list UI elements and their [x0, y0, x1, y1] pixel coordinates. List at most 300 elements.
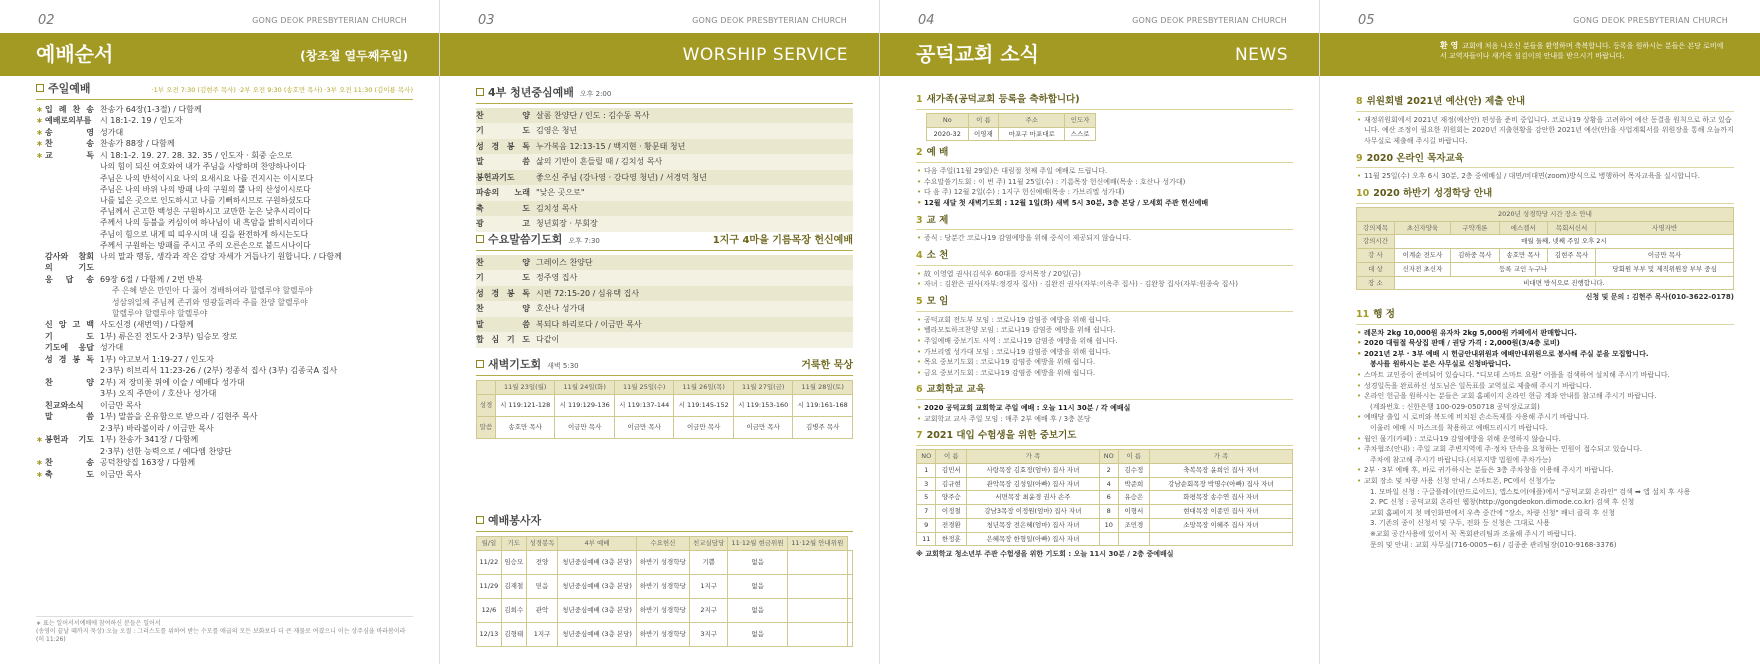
section-header: 예배봉사자: [476, 514, 853, 532]
row-label: [476, 123, 536, 139]
order-row: [36, 331, 413, 343]
row-value: 누가복음 12:13-15 / 백지현 · 황문태 청년: [536, 141, 686, 151]
news-item: 봉사를 원하시는 분은 사무실로 신청바랍니다.: [1370, 360, 1511, 369]
dawn-prayer: [476, 358, 853, 439]
reading-line n: 주님은 나의 바위 나의 방패 나의 구원의 뿔 나의 산성이시로다: [100, 184, 311, 194]
row-value: 2·3부) 히브리서 11:23-26 / (2부) 정종석 집사 (3부) 김종국A 집사: [100, 366, 338, 376]
table-row: [917, 477, 1293, 491]
order-row: [36, 400, 413, 412]
news-item: • 수요말씀기도회 : 이 번 주) 11월 25일(수) : 기름목장 헌신예배(목송 : 호산나 성가대): [916, 177, 1293, 188]
row-value: 삶의 기반이 흔들릴 때 / 김치성 목사: [536, 157, 663, 167]
page-title: 공덕교회 소식: [916, 42, 1039, 66]
news-item: ※교회 공간사용에 있어서 꼭 목회관리팀과 조율해 주시기 바랍니다.: [1370, 529, 1577, 538]
news-heading: 10 2020 하반기 성경학당 안내: [1356, 188, 1734, 204]
order-row: [476, 332, 853, 348]
label-text: 말 씀: [476, 157, 530, 167]
response-line: 할렐루야 할렐루야 할렐루야: [112, 308, 208, 318]
order-row: [36, 388, 413, 400]
required-mark: ∗: [36, 139, 43, 149]
news-item: 2. PC 신청 : 공덕교회 온라인 웹창(http://gongdeokon.dimode.co.kr) 검색 후 신청: [1370, 498, 1635, 507]
news-item: • 성경일독을 완료하신 성도님은 일독표를 교역실로 제출해 주시기 바랍니다.: [1356, 381, 1734, 392]
table-cell: 전경환: [936, 518, 967, 532]
label-text: 기 도: [45, 331, 94, 341]
news-item: 주차에 참고해 주시기 바랍니다.(서부지방 법원에 주차가능): [1370, 455, 1552, 464]
required-mark: [36, 400, 45, 412]
required-mark: ∗: [36, 127, 43, 137]
page-02: [0, 0, 440, 664]
news-item: • 재정위원회에서 2021년 재정(예산안) 편성을 준비 중입니다. 코로나19 상황을 고려하여 예산 동결을 원칙으로 하고 있습니다. 예산 조정이 필요한 위원회는 2020년 지출현황을 감안한 2021년 예산(안)을 사업계획서를 위원장을 통해 오늘까지 사무실로 제출해 주시길 바랍니다.: [1356, 115, 1734, 147]
row-label: [36, 342, 100, 354]
order-row: [36, 319, 413, 331]
row-value: 나의 말과 행동, 생각과 작은 감당 자세가 거듭나기 원합니다. / 다함께: [100, 251, 342, 261]
table-cell: 한정훈: [936, 532, 967, 546]
reading-line b: 나를 넓은 곳으로 인도하시고 나를 기뻐하시므로 구원하셨도다: [100, 195, 311, 205]
row-label: [36, 377, 100, 389]
order-row: [36, 354, 413, 366]
column-header: 이 름: [1118, 450, 1149, 464]
response-line: 성삼위일체 주님께 존귀와 영광돌려라 주를 찬양 할렐루야: [112, 297, 308, 307]
row-label: [36, 104, 100, 116]
page-05: [1320, 0, 1760, 664]
column-header: 강의제목: [1357, 221, 1395, 235]
column-header: 11월 27일(금): [733, 380, 793, 394]
table-cell: 1: [917, 463, 936, 477]
table-row: [477, 574, 853, 598]
table-cell: [1118, 532, 1149, 546]
table-row: [477, 394, 853, 416]
page-number: 03: [478, 13, 495, 28]
table-cell: 4: [1099, 477, 1118, 491]
table-cell: 김형태: [501, 622, 526, 646]
news-item: 문의 및 안내 : 교회 사무실(716-0005~6) / 김종준 관리팀장(010-9168-3376): [1370, 540, 1617, 549]
news-heading: 3 교 제: [916, 215, 1293, 231]
table-cell: [787, 622, 847, 646]
column-header: 초신자양육: [1394, 221, 1450, 235]
table-cell: 송호만 목사: [1499, 249, 1547, 263]
table-cell: 하반기 성경학당: [636, 550, 689, 574]
bible-school-table: 2020년 성경학당 시간 장소 안내 강의제목 초신자양육 구약개론 에스겔서 목회서신서 사명자반 강의시간 매월 둘째, 넷째 주일 오후 2시 강 사 이계순 전도사 김하중 목사 송호만 목사 김현주 목사 이금만 목사 대 상 신자전 초신자 등록 교인 누구나 당회원 부부 및 제직위원장 부부 중심 장 소 비대면 방식으로 진행합니다.: [1356, 207, 1734, 291]
row-value: 그레이스 찬양단: [536, 257, 593, 267]
news-item: • 故 이영엽 권사(김석우 60대를 강서목장 / 20일(금): [916, 269, 1293, 280]
order-row: [36, 150, 413, 162]
table-cell: 등록 교인 누구나: [1451, 262, 1596, 276]
row-header: 강의시간: [1357, 235, 1395, 249]
row-label: [36, 354, 100, 366]
news-item: • 목요 중보기도회 : 코로나19 감염증 예방을 위해 쉽니다.: [916, 357, 1293, 368]
row-label: [476, 108, 536, 124]
table-cell: 10: [1099, 518, 1118, 532]
page-number: 02: [38, 13, 55, 28]
column-header: 11월 26일(목): [674, 380, 734, 394]
reading-line b: 주님은 나의 반석이시요 나의 요새시요 나를 건지시는 이시로다: [100, 173, 314, 183]
row-value: 호산나 성가대: [536, 304, 585, 314]
table-cell: 청년목장 전은혜(엄마) 집사 자녀: [967, 518, 1099, 532]
row-value: 성가대: [100, 127, 124, 137]
row-value: 시 18:1-2. 19. 27. 28. 32. 35 / 인도자 · 회중 순으로: [100, 150, 293, 160]
required-mark: ∗: [36, 150, 43, 160]
table-cell: 김재철: [501, 574, 526, 598]
table-cell: [787, 598, 847, 622]
table-cell: 송호만 목사: [495, 416, 555, 438]
page-number: 04: [918, 13, 935, 28]
order-row: [36, 251, 413, 274]
row-label: [36, 457, 100, 469]
reading-line b: 주께서 나의 등불을 켜심이여 하나님이 내 흑암을 밝히시리이다: [100, 218, 314, 228]
news-item: • 증식 : 당분간 코로나19 감염예방을 위해 중식이 제공되지 않습니다.: [916, 233, 1293, 244]
row-value: 시편 72:15-20 / 심유택 집사: [536, 288, 640, 298]
table-cell: 김하중 목사: [1451, 249, 1499, 263]
news-item: • 2부 · 3부 예배 후, 바로 귀가하시는 분들은 3층 주차창을 이용해 주시기 바랍니다.: [1356, 465, 1734, 476]
church-name: GONG DEOK PRESBYTERIAN CHURCH: [1573, 16, 1728, 25]
table-cell: 축복목장 윤희인 집사 자녀: [1149, 463, 1292, 477]
table-cell: 이영재: [968, 127, 999, 141]
row-label: [36, 127, 100, 139]
label-text: 찬 송: [45, 139, 94, 149]
table-cell: 박준희: [1118, 477, 1149, 491]
table-cell: 이금만 목사: [1596, 249, 1734, 263]
table-cell: 신자전 초신자: [1394, 262, 1450, 276]
row-value: 다같이: [536, 335, 560, 345]
church-name: GONG DEOK PRESBYTERIAN CHURCH: [692, 16, 847, 25]
table-cell: 하반기 성경학당: [636, 622, 689, 646]
required-mark: [36, 251, 45, 274]
row-header: 장 소: [1357, 276, 1395, 290]
table-cell: 사랑목장 김효정(엄마) 집사 자녀: [967, 463, 1099, 477]
label-text: 응 답 송: [45, 274, 94, 284]
required-mark: ∗: [36, 458, 43, 468]
table-cell: 유승은: [1118, 491, 1149, 505]
label-text: 교 독: [45, 150, 94, 160]
label-text: 감사와 참회의 기도: [45, 251, 94, 273]
row-label: [36, 388, 100, 400]
row-label: [36, 411, 100, 423]
order-row: [476, 170, 853, 186]
table-cell: 12/6: [477, 598, 502, 622]
dawn-prayer-table: [476, 380, 853, 439]
label-text: 송 영: [45, 127, 94, 137]
row-label: [36, 423, 100, 435]
news-item: • 2020 공덕교회 교회학교 주일 예배 : 오늘 11시 30분 / 각 예배실: [916, 403, 1293, 414]
label-text: 친교와소식: [45, 400, 84, 410]
row-value: 사도신경 (새번역) / 다함께: [100, 320, 194, 330]
label-text: 신 앙 고 백: [45, 320, 94, 330]
table-cell: 청년중심예배 (3층 본당): [558, 622, 636, 646]
table-cell: 조민경: [1118, 518, 1149, 532]
table-cell: 시 119:137-144: [614, 394, 674, 416]
table-cell: 9: [917, 518, 936, 532]
table-cell: 이계순 전도사: [1394, 249, 1450, 263]
label-text: 성 경 봉 독: [476, 288, 530, 298]
row-label: [36, 274, 100, 286]
required-mark: ∗: [36, 104, 43, 114]
reading-line b: 주께서 구원하는 방패를 주시고 주의 오른손으로 붙드시나이다: [100, 240, 311, 250]
required-mark: [36, 365, 45, 377]
row-value: 이금만 목사: [100, 469, 142, 479]
column-header: 기도: [501, 536, 526, 550]
column-header: 11월 25일(수): [614, 380, 674, 394]
exam-prayer-table: [916, 449, 1293, 546]
table-cell: 이금만 목사: [555, 416, 615, 438]
table-cell: 없음: [728, 550, 788, 574]
order-row: [476, 123, 853, 139]
table-cell: 전양: [526, 550, 558, 574]
news-heading: 1 새가족(공덕교회 등록을 축하합니다): [916, 94, 1293, 110]
column-header: 이 름: [936, 450, 967, 464]
order-row: [476, 108, 853, 124]
row-label: [476, 270, 536, 286]
news-item: • 교회학교 교사 주일 모임 : 매주 2부 예배 후 / 3층 본당: [916, 414, 1293, 425]
table-cell: 비대면 방식으로 진행합니다.: [1394, 276, 1733, 290]
table-cell: 없음: [728, 598, 788, 622]
news-heading: 6 교회학교 교육: [916, 384, 1293, 400]
table-cell: 현대목장 이종민 집사 자녀: [1149, 505, 1292, 519]
table-cell: 하반기 성경학당: [636, 574, 689, 598]
table-cell: 3: [917, 477, 936, 491]
row-label: [476, 301, 536, 317]
column-header: 4부 예배: [558, 536, 636, 550]
row-value: "낮은 곳으로": [536, 188, 585, 198]
news-item: • 자녀 : 김완은 권사(자부:정경자 집사) · 김완진 권사(자부:이옥주 집사) · 김완창 집사(자부:원종숙 집사): [916, 279, 1293, 290]
news-content: [916, 88, 1293, 560]
news-heading: 8 위원회별 2021년 예산(안) 제출 안내: [1356, 96, 1734, 112]
label-text: 축 도: [45, 469, 94, 479]
volunteers: [476, 514, 853, 647]
order-row: [36, 469, 413, 481]
table-cell: 11/29: [477, 574, 502, 598]
table-cell: 임승모: [501, 550, 526, 574]
response-line: 주 은혜 받은 만민아 다 꿇어 경배하여라 할렐루야 할렐루야: [112, 286, 313, 296]
required-mark: ∗: [36, 116, 43, 126]
column-header: NO: [1099, 450, 1118, 464]
row-header: 성경: [477, 394, 496, 416]
order-row: [36, 423, 413, 435]
news-item: 1. 모바일 신청 : 구글플레이(안드로이드), 앱스토어(애플)에서 "공덕교회 온라인" 검색 ➡ 앱 설치 후 사용: [1370, 487, 1691, 496]
sunday-worship: [36, 82, 413, 480]
row-value: 1부) 찬송가 341장 / 다함께: [100, 435, 199, 445]
required-mark: [36, 423, 45, 435]
column-header: 인도자: [1065, 113, 1096, 127]
row-value: 1부) 말씀을 온유함으로 받으라 / 김현주 목사: [100, 412, 258, 422]
row-label: [36, 434, 100, 446]
news-item: • 월인 물기(카페) : 코로나19 감염예방을 위해 운영하지 않습니다.: [1356, 434, 1734, 445]
column-header: 목회서신서: [1547, 221, 1595, 235]
news-heading: 4 소 천: [916, 250, 1293, 266]
column-header: 이 름: [968, 113, 999, 127]
table-cell: 김병주 목사: [793, 416, 853, 438]
column-header: 주소: [999, 113, 1065, 127]
table-cell: 관악: [526, 598, 558, 622]
row-value: 2·3부) 선한 능력으로 / 예다엠 찬양단: [100, 446, 232, 456]
table-cell: [847, 550, 852, 574]
table-cell: 하반기 성경학당: [636, 598, 689, 622]
table-row: [477, 416, 853, 438]
title-band: [0, 33, 440, 76]
table-cell: 1지구: [526, 622, 558, 646]
column-header: 11월 28일(토): [793, 380, 853, 394]
row-header: 강 사: [1357, 249, 1395, 263]
row-label: [476, 216, 536, 232]
order-row: [476, 216, 853, 232]
label-text: 말 씀: [476, 319, 530, 329]
reading-line n: 주님이 힘으로 내게 띠 띠우시며 내 길을 완전하게 하시는도다: [100, 229, 309, 239]
label-text: 기도에 응답: [45, 343, 94, 353]
label-text: 입 례 찬 송: [45, 104, 94, 114]
required-mark: [36, 388, 45, 400]
news-heading: 2 예 배: [916, 147, 1293, 163]
news-item: • 스마트 교인증이 준비되어 있습니다. "디모데 스마트 요람" 어플을 검색하여 설치해 주시기 바랍니다.: [1356, 370, 1734, 381]
title-band: [1320, 33, 1760, 76]
label-text: 찬 양: [45, 377, 94, 387]
table-row: [917, 491, 1293, 505]
news-heading: 7 2021 대입 수험생을 위한 중보기도: [916, 430, 1293, 446]
table-cell: [1149, 532, 1292, 546]
reading-line n: 나의 힘이 되신 여호와여 내가 주님을 사랑하며 찬양하나이다: [100, 162, 306, 172]
page-03: [440, 0, 880, 664]
service-times: ·1부 오전 7:30 (김현주 목사) ·2부 오전 9:30 (송호만 목사) ·3부 오전 11:30 (김이룡 목사): [151, 86, 413, 94]
table-cell: [787, 574, 847, 598]
news-item: 교회 홈페이지 첫 메인화면에서 우측 중간에 "장소, 차량 신청" 배너 클릭 후 신청: [1370, 508, 1615, 517]
section-header: 새벽기도회 새벽 5:30 거룩한 묵상: [476, 358, 853, 376]
required-mark: [36, 319, 45, 331]
row-value: 좋으신 주님 (강나영 · 강다영 청년) / 서경덕 청년: [536, 172, 707, 182]
required-mark: [36, 354, 45, 366]
table-cell: 믿음: [526, 574, 558, 598]
square-icon: [476, 88, 484, 96]
label-text: 기 도: [476, 126, 530, 136]
volunteers-table: [476, 536, 853, 647]
row-label: [36, 469, 100, 481]
label-text: 성 경 봉 독: [45, 354, 94, 364]
label-text: 파송의 노래: [476, 188, 530, 198]
row-value: 김치성 목사: [536, 203, 578, 213]
section-header: [36, 82, 413, 100]
required-mark: ∗: [36, 435, 43, 445]
news-heading: 5 모 임: [916, 296, 1293, 312]
table-row: [1357, 249, 1734, 263]
row-label: [476, 286, 536, 302]
table-cell: 김규현: [936, 477, 967, 491]
column-header: 가 족: [1149, 450, 1292, 464]
order-row: [36, 104, 413, 116]
row-label: [36, 319, 100, 331]
square-icon: [476, 516, 484, 524]
news-item: • 다 음 주) 12월 2일(수) : 1지구 헌신예배(목송 : 가브리엘 성가대): [916, 187, 1293, 198]
row-label: [36, 365, 100, 377]
column-header: No: [927, 113, 969, 127]
table-row: [477, 550, 853, 574]
news-item: (계좌번호 : 신한은행 100-029-050718 공덕장로교회): [1370, 402, 1540, 411]
label-text: [45, 423, 100, 435]
news-item: • 가브리엘 성가대 모임 : 코로나19 감염증 예방을 위해 쉽니다.: [916, 347, 1293, 358]
column-header: 11월 23일(월): [495, 380, 555, 394]
order-row: [476, 255, 853, 271]
news-item: • 12월 새달 첫 새벽기도회 : 12월 1일(화) 새벽 5시 30분, 3층 본당 / 모세회 주관 헌신예배: [916, 198, 1293, 209]
order-row: [36, 127, 413, 139]
square-icon: [476, 235, 484, 243]
section-title: 주일예배: [48, 82, 91, 95]
table-row: [917, 532, 1293, 546]
table-cell: 양주승: [936, 491, 967, 505]
label-text: 성 경 봉 독: [476, 141, 530, 151]
table-cell: 2: [1099, 463, 1118, 477]
row-value: 복되다 하리로다 / 이금만 목사: [536, 319, 642, 329]
table-cell: 7: [917, 505, 936, 519]
label-text: 말 씀: [45, 412, 94, 422]
square-icon: [36, 84, 44, 92]
order-row: [36, 274, 413, 286]
row-value: 이금만 목사: [100, 400, 142, 410]
page-title: WORSHIP SERVICE: [682, 45, 848, 65]
row-label: [476, 154, 536, 170]
order-row: [476, 201, 853, 217]
table-cell: 이금만 목사: [674, 416, 734, 438]
order-row: [36, 365, 413, 377]
table-cell: 이금만 목사: [733, 416, 793, 438]
row-value: 찬송가 64장(1-3절) / 다함께: [100, 104, 202, 114]
news-item: • 공덕교회 전도부 모임 : 코로나19 감염증 예방을 위해 쉽니다.: [916, 315, 1293, 326]
label-text: 찬 송: [45, 458, 94, 468]
table-cell: 김현주 목사: [1547, 249, 1595, 263]
title-band: [440, 33, 880, 76]
order-row: [36, 446, 413, 458]
table-cell: 시 119:153-160: [733, 394, 793, 416]
table-cell: 김민서: [936, 463, 967, 477]
news-item: • 금요 중보기도회 : 코로나19 감염증 예방을 위해 쉽니다.: [916, 368, 1293, 379]
table-cell: 2020-32: [927, 127, 969, 141]
row-value: 2부) 저 장미꽃 위에 이슬 / 예배다 성가대: [100, 377, 245, 387]
news-content: [1356, 90, 1734, 550]
order-row: [36, 457, 413, 469]
news-item: • 레몬차 2kg 10,000원 유자차 2kg 5,000원 카페에서 판매합니다.: [1356, 328, 1734, 339]
row-label: [476, 255, 536, 271]
table-row: [1357, 276, 1734, 290]
column-header: 친교실담당: [690, 536, 728, 550]
order-row: [36, 115, 413, 127]
table-cell: 서면목장 최윤경 권사 손주: [967, 491, 1099, 505]
table-cell: 시 119:121-128: [495, 394, 555, 416]
table-row: [477, 622, 853, 646]
row-label: [36, 331, 100, 343]
news-item: • 주차협조(안내) : 주일 교회 주변지역에 주·정차 단속을 요청하는 민원이 접수되고 있습니다.: [1356, 444, 1734, 455]
row-value: 1부) 류은진 전도사 2·3부) 임승모 장로: [100, 331, 238, 341]
table-cell: [1099, 532, 1118, 546]
order-row: [36, 377, 413, 389]
table-row: [917, 518, 1293, 532]
section-header: 4부 청년중심예배 오후 2:00: [476, 86, 853, 104]
row-label: [36, 138, 100, 150]
column-header: 월/일: [477, 536, 502, 550]
news-heading: 11 행 정: [1356, 309, 1734, 325]
news-item: 3. 기존의 종이 신청서 및 구두, 전화 등 신청은 그대로 사용: [1370, 519, 1550, 528]
table-cell: 관악목장 김성일(아빠) 집사 자녀: [967, 477, 1099, 491]
row-label: [476, 185, 536, 201]
table-cell: [847, 598, 852, 622]
footnote: ∗ 표는 일어서서예배에 참여하신 분들은 일어서 (송영이 끝날 때까지 묵상) 오늘 오절 : 그리스도를 위하여 받는 수모를 애굽의 모든 보화보다 더 큰 재물로 여겼으니 이는 상주심을 바라봄이라(히 11:26): [36, 616, 413, 644]
order-row: [476, 270, 853, 286]
row-value: 성가대: [100, 343, 124, 353]
news-item: 이울러 예배 시 마스크를 착용하고 예배드리시기 바랍니다.: [1370, 424, 1548, 432]
news-item: • 교회 장소 및 차량 사용 신청 안내 / 스마트폰, PC에서 신청가능: [1356, 476, 1734, 487]
table-cell: 시 119:161-168: [793, 394, 853, 416]
table-cell: 은혜목장 한형일(아빠) 집사 자녀: [967, 532, 1099, 546]
table-cell: 11: [917, 532, 936, 546]
required-mark: [36, 274, 45, 286]
section-header: 수요말씀기도회 오후 7:30 1지구 4마을 기름목장 헌신예배: [476, 233, 853, 251]
column-header: NO: [917, 450, 936, 464]
row-value: 공덕찬양집 163장 / 다함께: [100, 458, 196, 468]
new-family-table: [926, 113, 1096, 142]
row-label: [36, 446, 100, 458]
